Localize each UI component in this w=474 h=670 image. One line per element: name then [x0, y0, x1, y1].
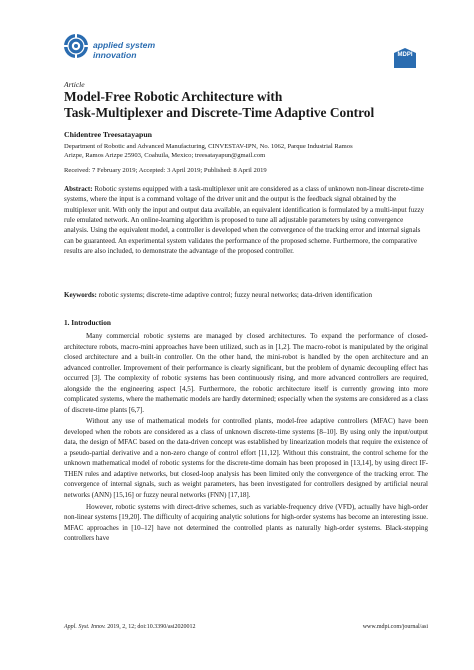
keywords-text: robotic systems; discrete-time adaptive control; fuzzy neural networks; data-driven identification — [98, 291, 373, 299]
mdpi-logo-text: MDPI — [397, 52, 413, 58]
journal-name-line2: innovation — [93, 50, 137, 60]
journal-name — [93, 40, 155, 60]
abstract — [64, 184, 428, 256]
paragraph: Many commercial robotic systems are managed by closed architectures. To expand the performance of closed-architecture robots, macro-mini approaches have been utilized, such as in [1,2]. The macro-robot is manipulated by the original closed architecture and a built-in controller. On the other hand, the mini-robot is handled by the open architecture and an advanced controller. Improvement of their performance is clearly significant, but the problem of dynamic decoupling effect has occurred [3]. The complexity of robotic systems has been continuously rising, and more advanced controllers are required, alongside the the engineering aspect [4,5]. Furthermore, the robotic architecture itself is currently growing into more complicated systems, where the mathematic models are hardly determined; especially when the systems are considered as a class of discrete-time plants [6,7]. — [64, 332, 428, 414]
affiliation — [64, 142, 434, 161]
asi-journal-logo-icon — [63, 33, 89, 59]
affiliation-line2: Arizpe, Ramos Arizpe 25903, Coahuila, Mexico; treesatayapun@gmail.com — [64, 152, 266, 160]
section-heading: 1. Introduction — [64, 318, 111, 327]
paper-title — [64, 89, 424, 121]
article-type: Article — [64, 80, 85, 89]
paragraph: Without any use of mathematical models for controlled plants, model-free adaptive controllers (MFAC) have been developed when the robots are considered as a class of unknown discrete-time systems [8–10]. By using only the input/output data, the design of MFAC based on the data-driven concept was established by linearization models that require the existence of a pseudo-partial derivative and a non-zero change of control effort [11,12]. Without this constraint, the control scheme for the unknown mathematical model of robotic systems for the discrete-time domain has been proposed in [13,14], by using direct IF-THEN rules and adaptive networks, but closed-loop analysis has been limited only the convergence of the tracking error. The convergence of internal signals, such as weight parameters, has been investigated for controllers designed by artificial neural networks (ANN) [15,16] or fuzzy neural networks (FNN) [17,18]. — [64, 417, 428, 499]
introduction-body — [64, 331, 428, 545]
paragraph: However, robotic systems with direct-drive schemes, such as variable-frequency drive (VFD), actually have high-order non-linear systems [19,20]. The difficulty of acquiring analytic solutions for high-order systems has become an interesting issue. MFAC approaches in [10–12] have not determined the controlled plants as naturally high-order systems. Black-stepping controllers have — [64, 502, 428, 543]
affiliation-line1: Department of Robotic and Advanced Manufacturing, CINVESTAV-IPN, No. 1062, Parque Industrial Ramos — [64, 143, 353, 150]
journal-name-line1: applied system — [93, 40, 156, 50]
keywords-label: Keywords: — [64, 291, 97, 299]
mdpi-hat-icon — [394, 48, 416, 68]
footer-url[interactable]: www.mdpi.com/journal/asi — [362, 624, 428, 630]
paper-title-line1: Model-Free Robotic Architecture with — [64, 89, 283, 104]
publication-dates: Received: 7 February 2019; Accepted: 3 April 2019; Published: 8 April 2019 — [64, 167, 267, 174]
keywords — [64, 290, 428, 300]
abstract-text: Robotic systems equipped with a task-multiplexer unit are considered as a class of unknown non-linear discrete-time systems, where the input is a command voltage of the driver unit and the output is the feedback signal obtained by the multiplexer unit. With only the input and output data available, an equivalent identification is formulated by a multi-input fuzzy rule emulated network. An online-learning algorithm is proposed to tune all adjustable parameters by using convergence analysis. Using the equivalent model, a controller is developed when the convergence of the tracking error and internal signals can be guaranteed. An experimental system validates the performance of the proposed scheme. Furthermore, the comparative results are also included, to demonstrate the advantage of the proposed controller. — [64, 185, 425, 256]
author-name: Chidentree Treesatayapun — [64, 130, 153, 139]
abstract-label: Abstract: — [64, 185, 93, 193]
footer-journal-abbrev: Appl. Syst. Innov. — [64, 624, 106, 630]
paper-title-line2: Task-Multiplexer and Discrete-Time Adaptive Control — [64, 105, 375, 120]
footer-citation — [64, 624, 196, 630]
footer-doi: 2019, 2, 12; doi:10.3390/asi2020012 — [105, 624, 196, 630]
